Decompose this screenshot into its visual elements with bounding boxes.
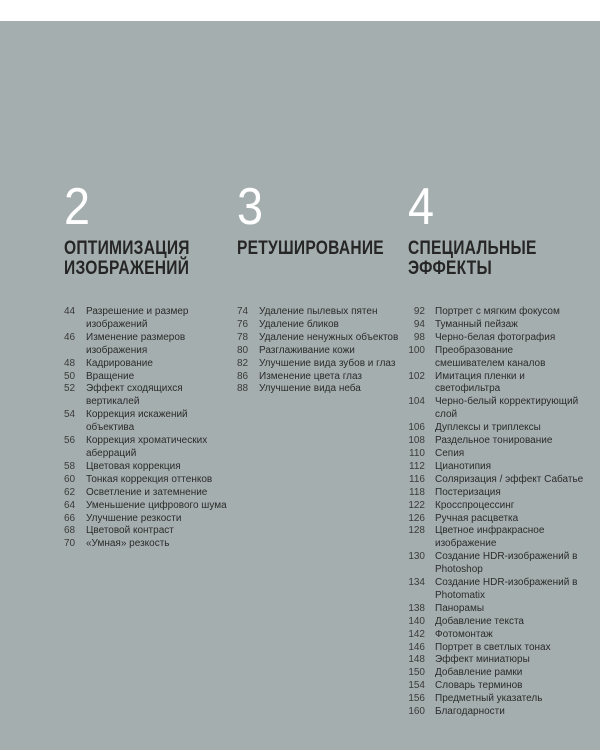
entry-title: Дуплексы и триплексы <box>435 422 541 434</box>
page-number: 138 <box>408 602 425 614</box>
entry-title: Удаление бликов <box>259 318 339 330</box>
page-number: 70 <box>64 538 76 550</box>
page-number: 68 <box>64 525 76 537</box>
entry-title: Создание HDR-изображений в Photomatix <box>435 577 578 601</box>
entry-title: Цветовой контраст <box>86 525 174 537</box>
page-number: 154 <box>408 680 425 692</box>
entry-title: Разрешение и размер изображений <box>86 306 189 330</box>
toc-entry <box>64 358 236 371</box>
page-number: 150 <box>408 667 425 679</box>
toc-entry <box>404 629 585 642</box>
toc-entry <box>64 371 236 384</box>
chapter-title <box>64 239 190 279</box>
entry-title: Кросспроцессинг <box>435 499 515 511</box>
toc-entry <box>404 551 585 577</box>
page-number: 44 <box>64 306 76 317</box>
entry-title: Тонкая коррекция оттенков <box>86 473 213 485</box>
page-number: 62 <box>64 486 76 498</box>
entry-title: Портрет в светлых тонах <box>435 641 551 653</box>
entry-title: Удаление пылевых пятен <box>259 306 378 317</box>
entry-title: Фотомонтаж <box>435 628 493 640</box>
page-number: 56 <box>64 435 76 447</box>
page-number: 128 <box>408 525 425 537</box>
page-number: 64 <box>64 499 76 511</box>
toc-entry <box>64 461 236 474</box>
entry-title: Удаление ненужных объектов <box>259 331 399 343</box>
page-number: 104 <box>408 396 425 408</box>
entry-title: Предметный указатель <box>435 693 543 705</box>
toc-entry <box>64 474 236 487</box>
entry-title: Черно-белый корректирующий слой <box>435 396 579 421</box>
entry-title: Панорамы <box>435 602 485 614</box>
toc-entry <box>404 332 585 345</box>
entry-title: Черно-белая фотография <box>435 331 556 343</box>
entry-title: Эффект миниатюры <box>435 654 530 666</box>
toc-entry <box>404 654 585 667</box>
entry-title: Разглаживание кожи <box>259 344 355 356</box>
toc-entry <box>237 306 409 319</box>
entry-title: Цианотипия <box>435 460 491 472</box>
toc-entry <box>237 319 409 332</box>
entry-title: Цветное инфракрасное изображение <box>435 525 545 550</box>
entry-title: Улучшение резкости <box>86 512 182 524</box>
page-number: 148 <box>408 654 425 666</box>
chapter-title-line: ИЗОБРАЖЕНИЙ <box>64 258 190 279</box>
page-number: 86 <box>237 370 249 382</box>
entry-title: «Умная» резкость <box>86 538 170 550</box>
page-number: 126 <box>408 512 425 524</box>
page-number: 98 <box>413 331 425 343</box>
page-number: 60 <box>64 473 76 485</box>
chapter-title-line: ОПТИМИЗАЦИЯ <box>64 238 190 259</box>
toc-entry <box>404 667 585 680</box>
toc-entry <box>404 487 585 500</box>
toc-entry <box>64 383 236 409</box>
entry-title: Сепия <box>435 447 465 459</box>
page-number: 78 <box>237 331 249 343</box>
toc-entry <box>404 577 585 603</box>
toc-entry <box>404 693 585 706</box>
toc-entry <box>404 435 585 448</box>
toc-entry <box>64 435 236 461</box>
page-number: 94 <box>413 318 425 330</box>
page-number: 54 <box>64 409 76 421</box>
entry-title: Имитация пленки и светофильтра <box>435 370 525 395</box>
page-number: 100 <box>408 344 425 356</box>
page-number: 156 <box>408 693 425 705</box>
toc-entry <box>404 513 585 526</box>
toc-entry <box>64 409 236 435</box>
page-number: 80 <box>237 344 249 356</box>
toc-entry <box>404 461 585 474</box>
toc-entry <box>64 525 236 538</box>
toc-entry <box>64 513 236 526</box>
page-number: 130 <box>408 551 425 563</box>
page-number: 50 <box>64 370 76 382</box>
entry-title: Добавление текста <box>435 615 524 627</box>
toc-entry <box>404 306 585 319</box>
page-number: 140 <box>408 615 425 627</box>
toc-entry <box>64 332 236 358</box>
entry-title: Кадрирование <box>86 357 153 369</box>
page-number: 66 <box>64 512 76 524</box>
page-number: 118 <box>409 486 425 498</box>
chapter-number: 4 <box>408 178 435 236</box>
entry-title: Ручная расцветка <box>435 512 519 524</box>
page-number: 58 <box>64 460 76 472</box>
entry-title: Улучшение вида неба <box>259 383 361 395</box>
page-number: 48 <box>64 357 76 369</box>
toc-entry <box>404 448 585 461</box>
page-number: 106 <box>408 422 425 434</box>
entry-title: Постеризация <box>435 486 501 498</box>
entry-title: Изменение размеров изображения <box>86 331 186 356</box>
entry-title: Преобразование смешивателем каналов <box>435 344 546 369</box>
page-number: 142 <box>408 628 425 640</box>
toc-entry <box>237 345 409 358</box>
toc-entry <box>64 538 236 551</box>
toc-entry <box>404 680 585 693</box>
toc-entry <box>404 603 585 616</box>
page-number: 112 <box>409 460 425 472</box>
entry-title: Коррекция хроматических аберраций <box>86 435 208 459</box>
entry-title: Соляризация / эффект Сабатье <box>435 473 584 485</box>
toc-entry <box>237 332 409 345</box>
toc-entry <box>237 358 409 371</box>
toc-entry <box>404 616 585 629</box>
chapter-title-line: СПЕЦИАЛЬНЫЕ <box>408 238 537 259</box>
entry-title: Раздельное тонирование <box>435 435 553 447</box>
toc-entry <box>64 306 236 332</box>
toc-entry <box>404 345 585 371</box>
toc-entry <box>64 487 236 500</box>
page-number: 102 <box>408 370 425 382</box>
page-number: 76 <box>237 318 249 330</box>
entry-title: Эффект сходящихся вертикалей <box>86 383 183 408</box>
toc-entry <box>404 500 585 513</box>
toc-entry <box>237 383 409 396</box>
entry-title: Словарь терминов <box>435 680 523 692</box>
chapter-number: 3 <box>237 178 264 236</box>
contents-page <box>0 21 600 750</box>
entry-title: Туманный пейзаж <box>435 318 518 330</box>
chapter-number: 2 <box>64 178 91 236</box>
entry-title: Уменьшение цифрового шума <box>86 499 227 511</box>
page-number: 46 <box>64 331 76 343</box>
toc-entry <box>237 371 409 384</box>
page-number: 146 <box>408 641 425 653</box>
page-number: 116 <box>409 473 425 485</box>
toc-entry <box>404 319 585 332</box>
entry-title: Благодарности <box>435 706 505 718</box>
toc-entry <box>404 371 585 397</box>
entry-title: Осветление и затемнение <box>86 486 208 498</box>
toc-entry <box>404 525 585 551</box>
toc-list <box>404 306 585 719</box>
page-number: 108 <box>408 435 425 447</box>
toc-list <box>64 306 236 551</box>
entry-title: Коррекция искажений объектива <box>86 409 188 434</box>
chapter-title-line: ЭФФЕКТЫ <box>408 258 493 279</box>
entry-title: Создание HDR-изображений в Photoshop <box>435 551 578 576</box>
toc-entry <box>404 706 585 719</box>
page-number: 74 <box>237 306 249 317</box>
toc-list <box>237 306 409 396</box>
page-number: 92 <box>413 306 425 317</box>
entry-title: Цветовая коррекция <box>86 460 181 472</box>
entry-title: Вращение <box>86 370 135 382</box>
page-number: 160 <box>408 706 425 718</box>
page-number: 52 <box>64 383 76 395</box>
toc-entry <box>404 396 585 422</box>
chapter-title <box>408 239 537 279</box>
toc-entry <box>64 500 236 513</box>
entry-title: Портрет с мягким фокусом <box>435 306 560 317</box>
chapter-title <box>237 239 384 259</box>
chapter-title-line: РЕТУШИРОВАНИЕ <box>237 238 384 259</box>
entry-title: Улучшение вида зубов и глаз <box>259 357 396 369</box>
toc-entry <box>404 642 585 655</box>
page-number: 134 <box>408 577 425 589</box>
toc-entry <box>404 422 585 435</box>
page-number: 88 <box>237 383 249 395</box>
page-number: 122 <box>408 499 425 511</box>
toc-entry <box>404 474 585 487</box>
entry-title: Добавление рамки <box>435 667 523 679</box>
page-number: 110 <box>409 447 425 459</box>
entry-title: Изменение цвета глаз <box>259 370 363 382</box>
page-number: 82 <box>237 357 249 369</box>
